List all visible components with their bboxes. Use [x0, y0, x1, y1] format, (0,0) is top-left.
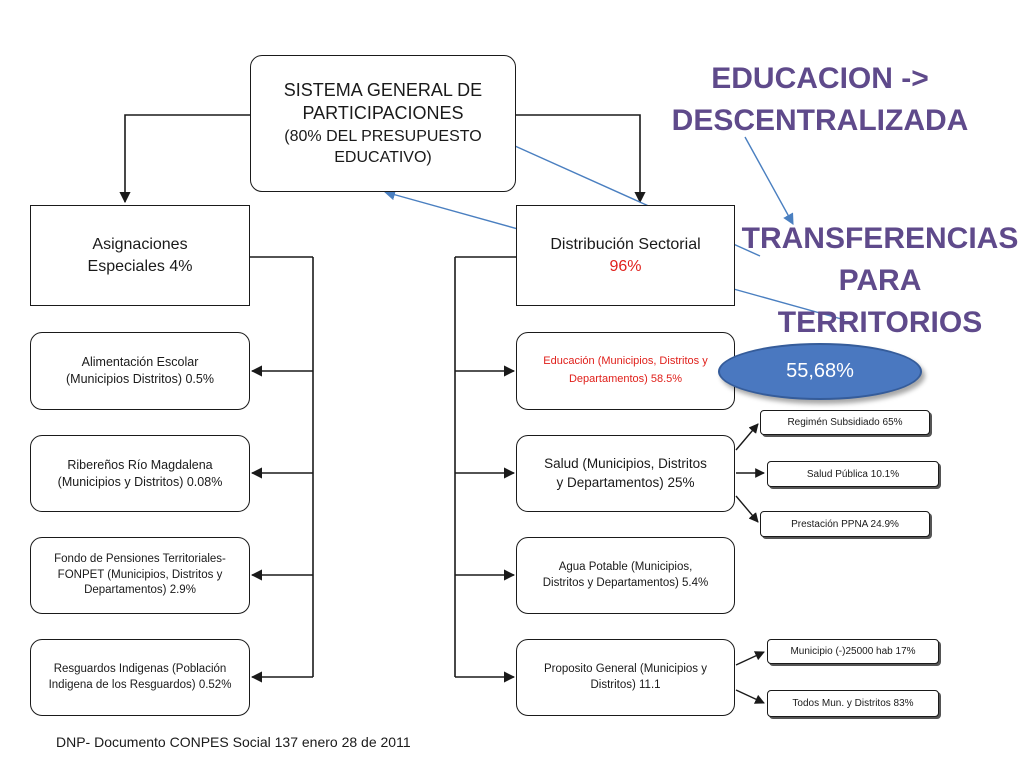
left-item-line: Departamentos) 2.9%: [84, 584, 196, 597]
heading-educacion-descentralizada: [660, 58, 980, 142]
heading2-line3: TERRITORIOS: [777, 306, 983, 339]
left-item-line: (Municipios Distritos) 0.5%: [66, 372, 214, 386]
right-item-line: Departamentos) 58.5%: [568, 373, 683, 385]
percentage-oval: [718, 343, 922, 400]
root-line4: EDUCATIVO): [334, 149, 432, 167]
root-line2: PARTICIPACIONES: [302, 103, 464, 124]
right-item-line: y Departamentos) 25%: [556, 474, 695, 490]
right-item-line: Agua Potable (Municipios,: [558, 560, 693, 573]
right-item-line: Salud (Municipios, Distritos: [544, 456, 707, 472]
oval-value: 55,68%: [786, 360, 854, 382]
left-item-riberenos: [30, 435, 250, 512]
right-item-educacion: [516, 332, 735, 410]
heading-transferencias-territorios: [740, 218, 1020, 344]
salud-sub-prestacion-ppna: Prestación PPNA 24.9%: [760, 511, 930, 537]
salud-sub-regimen-subsidiado: Regimén Subsidiado 65%: [760, 410, 930, 435]
distribucion-sectorial-box: [516, 205, 735, 306]
salud-sub-salud-publica: Salud Pública 10.1%: [767, 461, 939, 487]
heading1-line1: EDUCACION ->: [711, 62, 929, 95]
root-line3: (80% DEL PRESUPUESTO: [284, 128, 482, 146]
footer-source: DNP- Documento CONPES Social 137 enero 28 de 2011: [56, 734, 411, 750]
left-item-resguardos: [30, 639, 250, 716]
heading1-line2: DESCENTRALIZADA: [671, 104, 969, 137]
right-item-line: Educación (Municipios, Distritos y: [543, 355, 708, 368]
proposito-sub-municipio: Municipio (-)25000 hab 17%: [767, 639, 939, 664]
right-item-line: Distritos y Departamentos) 5.4%: [542, 576, 709, 589]
left-item-fonpet: [30, 537, 250, 614]
left-item-alimentacion: [30, 332, 250, 410]
right-item-salud: [516, 435, 735, 512]
right-item-line: Distritos) 11.1: [590, 678, 661, 691]
right-item-agua-potable: [516, 537, 735, 614]
left-item-line: (Municipios y Distritos) 0.08%: [57, 474, 223, 489]
left-item-line: Ribereños Río Magdalena: [67, 457, 213, 472]
left-item-line: FONPET (Municipios, Distritos y: [57, 568, 223, 581]
left-item-line: Indigena de los Resguardos) 0.52%: [48, 678, 232, 691]
heading2-line1: TRANSFERENCIAS: [741, 222, 1019, 255]
left-item-line: Resguardos Indigenas (Población: [53, 662, 227, 675]
root-line1: SISTEMA GENERAL DE: [283, 79, 483, 100]
asignaciones-especiales-box: [30, 205, 250, 306]
right-head-pct: 96%: [609, 257, 642, 275]
heading2-line2: PARA: [838, 264, 922, 297]
left-item-line: Fondo de Pensiones Territoriales-: [54, 553, 226, 566]
right-head-line1: Distribución Sectorial: [550, 235, 701, 253]
root-box: [250, 55, 516, 192]
left-item-line: Alimentación Escolar: [81, 355, 199, 370]
right-item-line: Proposito General (Municipios y: [544, 662, 707, 675]
left-head-line2: Especiales 4%: [87, 257, 193, 275]
right-item-proposito-general: [516, 639, 735, 716]
proposito-sub-todos: Todos Mun. y Distritos 83%: [767, 690, 939, 717]
left-head-line1: Asignaciones: [92, 235, 188, 253]
